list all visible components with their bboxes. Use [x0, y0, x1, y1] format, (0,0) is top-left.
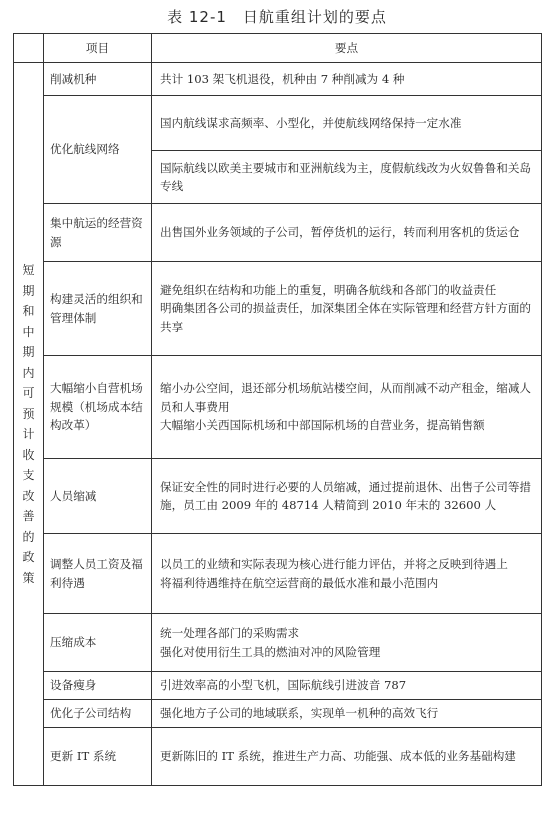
point-cell — [152, 672, 542, 700]
category-label: 短期和中期内可预计收支改善的政策 — [22, 263, 35, 585]
point-text: 统一处理各部门的采购需求 — [160, 626, 300, 640]
point-cell — [152, 356, 542, 459]
point-text: 引进效率高的小型飞机，国际航线引进波音 787 — [160, 678, 407, 693]
category-cell — [14, 63, 44, 786]
item-cell: 集中航运的经营资源 — [44, 204, 152, 262]
item-cell: 大幅缩小自营机场规模（机场成本结构改革） — [44, 356, 152, 459]
item-cell: 压缩成本 — [44, 614, 152, 672]
point-cell — [152, 204, 542, 262]
point-text: 缩小办公空间，退还部分机场航站楼空间，从而削减不动产租金，缩减人员和人事费用 — [160, 381, 532, 414]
header-row — [14, 34, 542, 63]
point-cell — [152, 96, 542, 151]
item-cell: 优化航线网络 — [44, 96, 152, 204]
point-text: 避免组织在结构和功能上的重复，明确各航线和各部门的收益责任 — [160, 282, 497, 297]
point-text: 更新陈旧的 IT 系统，推进生产力高、功能强、成本低的业务基础构建 — [160, 749, 516, 764]
point-text: 大幅缩小关西国际机场和中部国际机场的自营业务，提高销售额 — [160, 418, 485, 433]
point-cell — [152, 534, 542, 614]
point-text: 以员工的业绩和实际表现为核心进行能力评估，并将之反映到待遇上 — [160, 557, 508, 571]
point-cell — [152, 63, 542, 96]
point-text: 强化对使用衍生工具的燃油对冲的风险管理 — [160, 644, 381, 659]
table-row — [14, 204, 542, 262]
point-cell — [152, 700, 542, 728]
point-text: 国内航线谋求高频率、小型化，并使航线网络保持一定水准 — [160, 115, 462, 130]
point-text: 国际航线以欧美主要城市和亚洲航线为主，度假航线改为火奴鲁鲁和关岛专线 — [160, 160, 532, 193]
header-item: 项目 — [44, 34, 152, 63]
table-row — [14, 459, 542, 534]
table-row — [14, 262, 542, 356]
point-cell — [152, 262, 542, 356]
point-cell — [152, 151, 542, 204]
point-text: 将福利待遇维持在航空运营商的最低水准和最小范围内 — [160, 575, 439, 590]
plan-table — [13, 33, 542, 786]
item-cell: 设备瘦身 — [44, 672, 152, 700]
table-row — [14, 534, 542, 614]
item-cell: 调整人员工资及福利待遇 — [44, 534, 152, 614]
point-cell — [152, 459, 542, 534]
point-cell — [152, 614, 542, 672]
table-title: 表 12-1 日航重组计划的要点 — [167, 8, 387, 26]
item-cell: 更新 IT 系统 — [44, 728, 152, 786]
table-row — [14, 614, 542, 672]
point-cell — [152, 728, 542, 786]
item-cell: 削减机种 — [44, 63, 152, 96]
point-text: 保证安全性的同时进行必要的人员缩减，通过提前退休、出售子公司等措施，员工由 2009 年的 48714 人精简到 2010 年末的 32600 人 — [160, 479, 532, 512]
table-row — [14, 356, 542, 459]
table-row — [14, 728, 542, 786]
point-text: 共计 103 架飞机退役，机种由 7 种削减为 4 种 — [160, 71, 405, 86]
point-text: 明确集团各公司的损益责任，加深集团全体在实际管理和经营方针方面的共享 — [160, 301, 532, 334]
header-blank — [14, 34, 44, 63]
item-cell: 人员缩减 — [44, 459, 152, 534]
table-row — [14, 96, 542, 151]
table-row — [14, 63, 542, 96]
table-row — [14, 672, 542, 700]
point-text: 强化地方子公司的地域联系，实现单一机种的高效飞行 — [160, 706, 439, 721]
item-cell: 构建灵活的组织和管理体制 — [44, 262, 152, 356]
item-cell: 优化子公司结构 — [44, 700, 152, 728]
table-row — [14, 700, 542, 728]
point-text: 出售国外业务领域的子公司，暂停货机的运行，转而利用客机的货运仓 — [160, 225, 520, 240]
header-point: 要点 — [152, 34, 542, 63]
